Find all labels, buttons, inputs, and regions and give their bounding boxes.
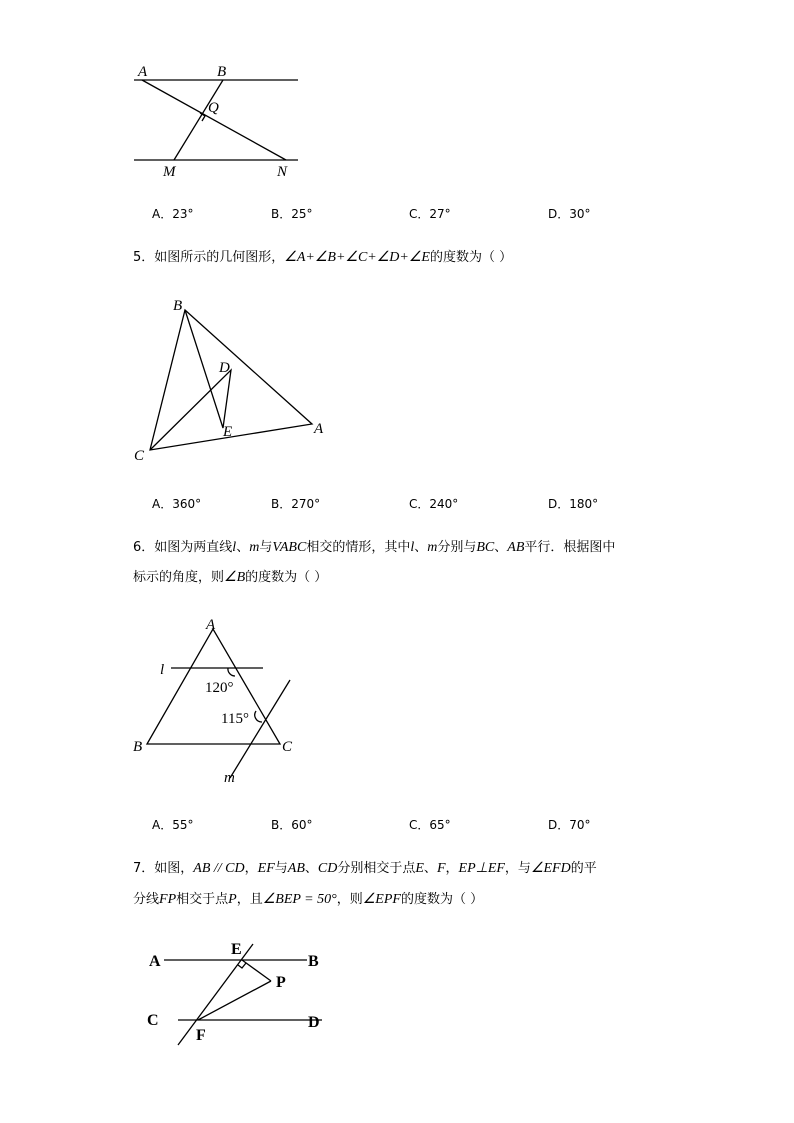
q6-text-4: 分别与 [437, 540, 477, 555]
q4-option-c[interactable]: C．27° [409, 207, 451, 221]
q7-text-9: 的度数为（ ） [400, 892, 484, 907]
q6-label-m: m [224, 770, 235, 786]
q7-text-1: 与 [274, 861, 288, 876]
q6-sep-2: 、 [414, 540, 428, 555]
q6-text-2: 与 [259, 540, 273, 555]
q4-label-n: N [277, 164, 288, 180]
q6-text-5: 平行．根据图中 [524, 540, 616, 555]
q7-label-a: A [149, 953, 161, 970]
q6-label-l: l [160, 662, 165, 678]
q7-label-c: C [147, 1012, 159, 1029]
q5-option-d[interactable]: D．180° [548, 497, 599, 511]
q7-seg-fp: FP [159, 892, 177, 907]
q6-var-l: l [232, 540, 237, 555]
q5-figure [125, 290, 345, 475]
q7-label-f: F [196, 1027, 206, 1044]
q7-angle-epf: ∠EPF [362, 892, 401, 907]
q6-option-a[interactable]: A．55° [152, 818, 194, 832]
q5-option-b[interactable]: B．270° [271, 497, 321, 511]
q4-label-b: B [217, 64, 227, 80]
q5-option-c[interactable]: C．240° [409, 497, 459, 511]
q5-question [133, 248, 512, 268]
q7-label-d: D [308, 1014, 320, 1031]
q7-point-f: F [436, 861, 446, 876]
q4-label-q: Q [208, 100, 219, 116]
q4-option-b[interactable]: B．25° [271, 207, 313, 221]
q7-text-2: 分别相交于点 [337, 861, 416, 876]
q6-text-3: 相交的情形，其中 [306, 540, 411, 555]
q6-seg-bc: BC [476, 540, 495, 555]
q4-figure [120, 60, 320, 185]
q6-var-l-2: l [410, 540, 415, 555]
q5-options [152, 495, 712, 515]
q7-label-e: E [231, 941, 242, 958]
q6-sep-1: 、 [236, 540, 250, 555]
q7-point-e: E [415, 861, 424, 876]
q7-text-6: 相交于点 [176, 892, 229, 907]
q7-point-p: P [228, 892, 237, 907]
q7-question-line1 [133, 859, 597, 879]
q6-label-c: C [282, 739, 293, 755]
q4-options [152, 205, 712, 225]
q7-text-7: ，且 [236, 892, 263, 907]
q7-label-p: P [276, 974, 286, 991]
q6-option-b[interactable]: B．60° [271, 818, 313, 832]
q5-label-c: C [134, 448, 145, 464]
q6-seg-ab: AB [507, 540, 525, 555]
q6-angle-115: 115° [221, 711, 249, 727]
q6-option-c[interactable]: C．65° [409, 818, 451, 832]
q7-seg-cd: CD [317, 861, 338, 876]
q6-text-6: 标示的角度，则 [133, 570, 225, 585]
q6-var-m: m [249, 540, 260, 555]
q5-label-e: E [223, 424, 233, 440]
q5-label-b: B [173, 298, 183, 314]
q7-sep-3: 、 [423, 861, 437, 876]
q7-label-b: B [308, 953, 319, 970]
q5-number: 5． [133, 250, 155, 265]
q4-label-a: A [138, 64, 148, 80]
q4-label-m: M [163, 164, 176, 180]
q7-text-5: 分线 [133, 892, 160, 907]
q7-text-8: ，则 [336, 892, 363, 907]
q7-figure [140, 935, 340, 1055]
q7-seg-ef: EF [257, 861, 275, 876]
q6-var-m-2: m [427, 540, 438, 555]
q6-text-1: 如图为两直线 [154, 540, 233, 555]
q6-options [152, 816, 712, 836]
q6-angle-b: ∠B [224, 570, 246, 585]
q7-sep-2: 、 [304, 861, 318, 876]
q7-seg-ab: AB [287, 861, 305, 876]
q5-text-1: 如图所示的几何图形， [154, 250, 285, 265]
q6-text-7: 的度数为（ ） [245, 570, 328, 585]
q7-text-3: ，与 [504, 861, 531, 876]
q4-option-a[interactable]: A．23° [152, 207, 194, 221]
q7-angle-efd: ∠EFD [530, 861, 571, 876]
q7-perpendicular: EP⊥EF [458, 861, 505, 876]
q7-question-line2 [133, 890, 483, 910]
q6-question-line2 [133, 568, 327, 588]
q5-label-a: A [314, 421, 324, 437]
q5-option-a[interactable]: A．360° [152, 497, 202, 511]
q6-triangle: VABC [272, 540, 307, 555]
q6-question-line1 [133, 538, 615, 558]
q5-expression: ∠A+∠B+∠C+∠D+∠E [284, 250, 430, 265]
q6-figure [125, 612, 325, 792]
q6-label-b: B [133, 739, 143, 755]
q7-sep-4: ， [445, 861, 459, 876]
q7-sep-1: ， [244, 861, 258, 876]
q5-text-2: 的度数为（ ） [429, 250, 513, 265]
q4-option-d[interactable]: D．30° [548, 207, 591, 221]
q6-label-a: A [206, 617, 216, 633]
q7-parallel: AB // CD [193, 861, 245, 876]
q7-angle-bep: ∠BEP = 50° [262, 892, 337, 907]
q6-sep-3: 、 [494, 540, 508, 555]
q6-angle-120: 120° [205, 680, 234, 696]
q7-number: 7．如图， [133, 861, 194, 876]
q6-option-d[interactable]: D．70° [548, 818, 591, 832]
q5-label-d: D [219, 360, 230, 376]
q7-text-4: 的平 [570, 861, 597, 876]
q6-number: 6． [133, 540, 155, 555]
